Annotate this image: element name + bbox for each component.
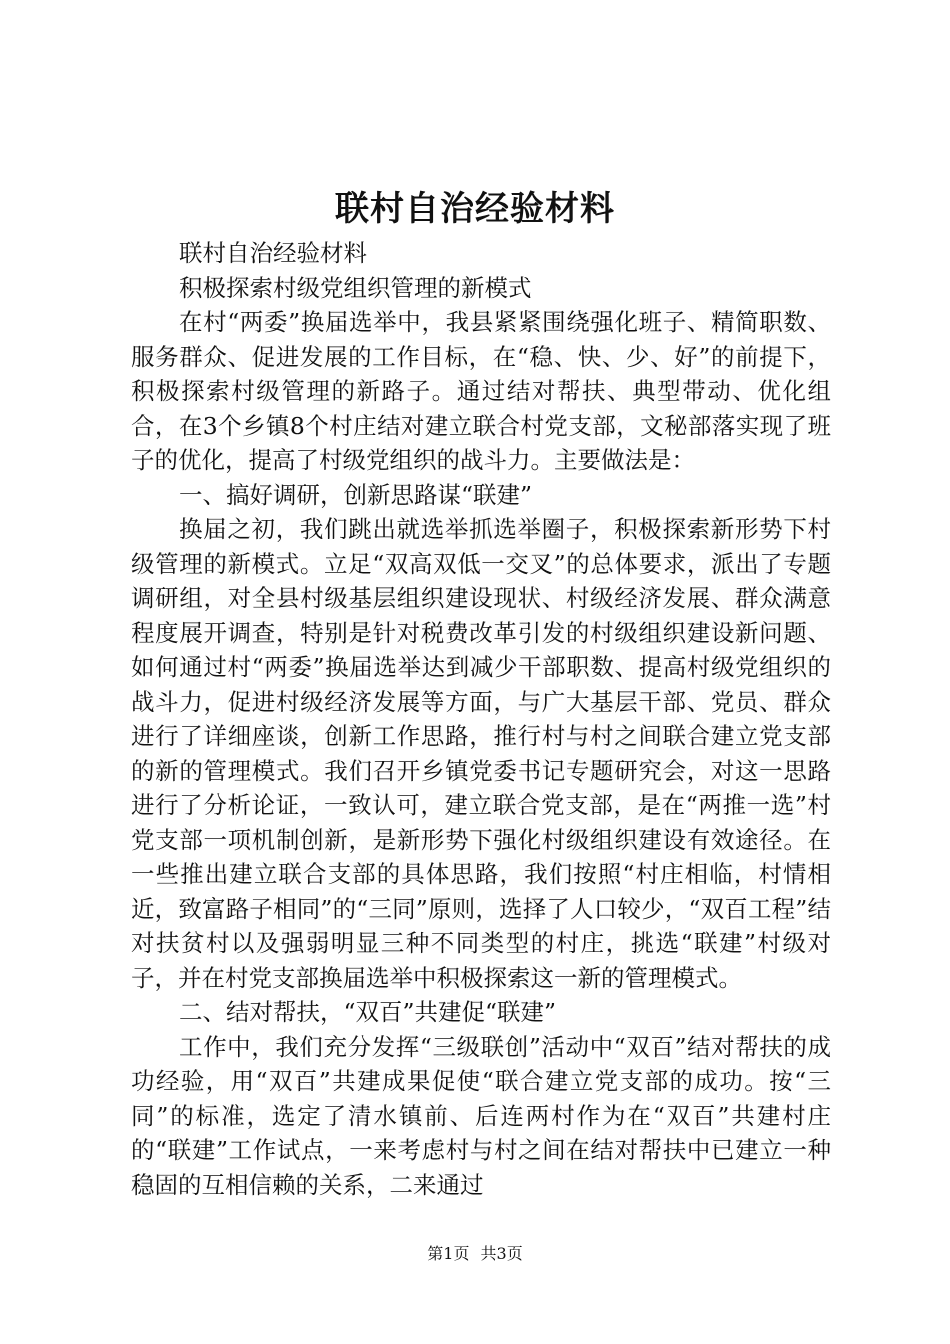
page-footer bbox=[0, 1243, 950, 1265]
section-heading-1: 一、搞好调研，创新思路谋“联建” bbox=[179, 480, 533, 509]
document-body bbox=[131, 236, 831, 1202]
document-title: 联村自治经验材料 bbox=[335, 189, 615, 229]
section-heading-2: 二、结对帮扶，“双百”共建促“联建” bbox=[179, 998, 557, 1026]
paragraph-subtitle: 联村自治经验材料 bbox=[179, 239, 367, 267]
page-number: 第1页 bbox=[427, 1244, 470, 1263]
paragraph-section-2: 工作中，我们充分发挥“三级联创”活动中“双百”结对帮扶的成功经验，用“双百”共建成果促使“联合建立党支部的成功。按“三同”的标准，选定了清水镇前、后连两村作为在“双百”共建村庄的“联建”工作试点，一来考虑村与村之间在结对帮扶中已建立一种稳固的互相信赖的关系，二来通过 bbox=[131, 1032, 831, 1199]
paragraph-section-1: 换届之初，我们跳出就选举抓选举圈子，积极探索新形势下村级管理的新模式。立足“双高双低一交叉”的总体要求，派出了专题调研组，对全县村级基层组织建设现状、村级经济发展、群众满意程度展开调查，特别是针对税费改革引发的村级组织建设新问题、如何通过村“两委”换届选举达到减少干部职数、提高村级党组织的战斗力，促进村级经济发展等方面，与广大基层干部、党员、群众进行了详细座谈，创新工作思路，推行村与村之间联合建立党支部的新的管理模式。我们召开乡镇党委书记专题研究会，对这一思路进行了分析论证，一致认可，建立联合党支部，是在“两推一选”村党支部一项机制创新，是新形势下强化村级组织建设有效途径。在一些推出建立联合支部的具体思路，我们按照“村庄相临，村情相近，致富路子相同”的“三同”原则，选择了人口较少，“双百工程”结对扶贫村以及强弱明显三种不同类型的村庄，挑选“联建”村级对子，并在村党支部换届选举中积极探索这一新的管理模式。 bbox=[131, 515, 831, 992]
paragraph-heading: 积极探索村级党组织管理的新模式 bbox=[179, 273, 532, 302]
paragraph-intro: 在村“两委”换届选举中，我县紧紧围绕强化班子、精简职数、服务群众、促进发展的工作目标，在“稳、快、少、好”的前提下，积极探索村级管理的新路子。通过结对帮扶、典型带动、优化组合，在3个乡镇8个村庄结对建立联合村党支部，文秘部落实现了班子的优化，提高了村级党组织的战斗力。主要做法是： bbox=[131, 308, 831, 474]
page-total: 共3页 bbox=[480, 1244, 523, 1263]
